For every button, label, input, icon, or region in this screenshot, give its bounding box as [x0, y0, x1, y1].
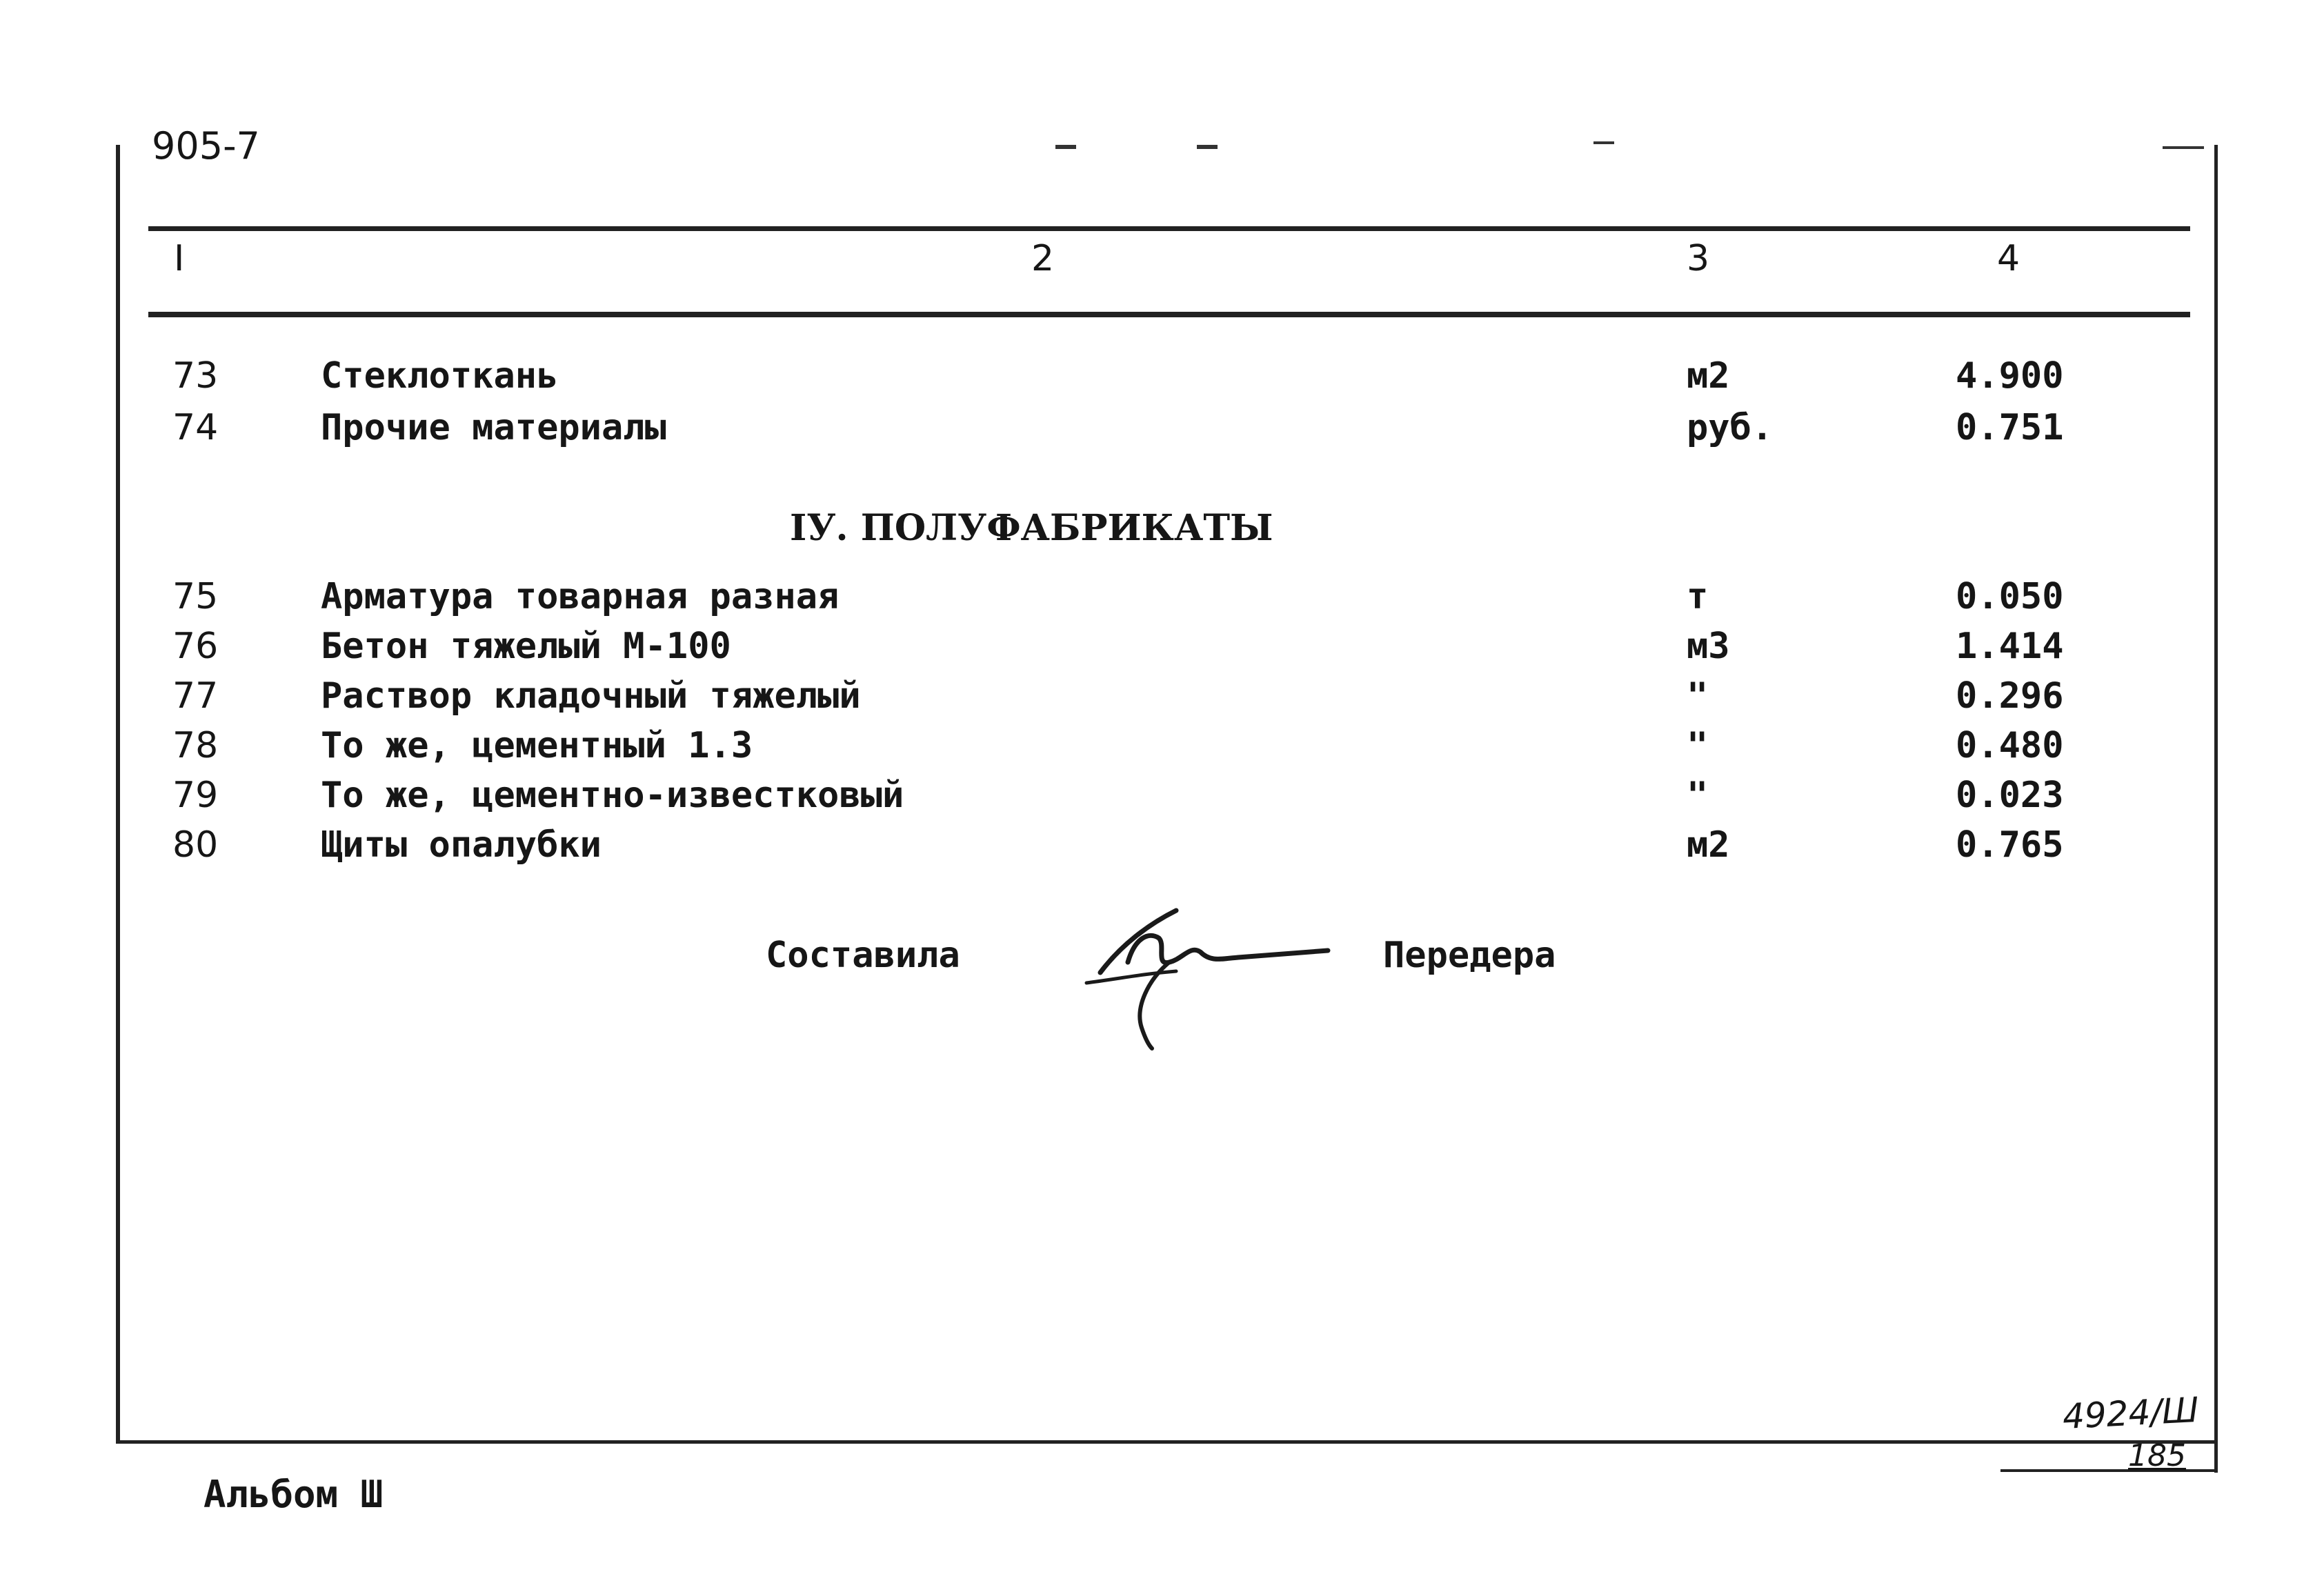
- row-name: Стеклоткань: [321, 355, 559, 397]
- table-row: [0, 355, 2324, 404]
- column-header-4: 4: [1997, 238, 2020, 279]
- row-unit: т: [1687, 576, 1709, 617]
- row-number: 78: [172, 725, 219, 766]
- column-header-1: I: [174, 238, 185, 279]
- album-label: Альбом Ш: [203, 1473, 384, 1516]
- table-row: [0, 824, 2324, 873]
- row-number: 75: [172, 576, 219, 617]
- row-unit: м2: [1687, 824, 1730, 866]
- top-dash: [1055, 145, 1076, 149]
- document-code: 905-7: [152, 124, 260, 168]
- row-number: 74: [172, 407, 219, 448]
- frame-bottom-border: [116, 1440, 2218, 1444]
- handwritten-signature: [1073, 897, 1335, 1058]
- row-name: Арматура товарная разная: [321, 576, 840, 617]
- archive-stamp: 4924/Ш: [2061, 1389, 2200, 1437]
- row-quantity: 0.296: [1956, 675, 2064, 717]
- row-quantity: 0.480: [1956, 725, 2064, 766]
- column-header-2: 2: [1031, 238, 1055, 279]
- row-unit: ": [1687, 675, 1709, 717]
- row-unit: ": [1687, 725, 1709, 766]
- table-row: [0, 576, 2324, 624]
- row-unit: м2: [1687, 355, 1730, 397]
- row-name: Прочие материалы: [321, 407, 666, 448]
- compiled-by-label: Составила: [766, 935, 960, 976]
- row-number: 76: [172, 626, 219, 667]
- compiler-name: Передера: [1383, 935, 1556, 976]
- row-number: 79: [172, 775, 219, 816]
- row-quantity: 0.023: [1956, 775, 2064, 816]
- row-number: 80: [172, 824, 219, 866]
- row-quantity: 0.050: [1956, 576, 2064, 617]
- row-quantity: 0.751: [1956, 407, 2064, 448]
- row-quantity: 0.765: [1956, 824, 2064, 866]
- top-dash: [2163, 146, 2204, 149]
- page-number: 185: [2128, 1438, 2186, 1473]
- row-unit: ": [1687, 775, 1709, 816]
- row-unit: руб.: [1687, 407, 1774, 448]
- section-title: IУ. ПОЛУФАБРИКАТЫ: [790, 507, 1273, 549]
- column-header-3: 3: [1687, 238, 1710, 279]
- row-name: То же, цементный 1.3: [321, 725, 753, 766]
- table-top-rule: [148, 226, 2190, 231]
- row-name: Раствор кладочный тяжелый: [321, 675, 861, 717]
- table-row: [0, 407, 2324, 455]
- row-name: То же, цементно-известковый: [321, 775, 904, 816]
- table-header-rule: [148, 312, 2190, 317]
- row-name: Щиты опалубки: [321, 824, 602, 866]
- row-unit: м3: [1687, 626, 1730, 667]
- row-name: Бетон тяжелый М-100: [321, 626, 731, 667]
- row-quantity: 4.900: [1956, 355, 2064, 397]
- table-row: [0, 775, 2324, 823]
- table-row: [0, 626, 2324, 674]
- table-row: [0, 675, 2324, 724]
- top-dash: [1197, 145, 1218, 149]
- row-number: 77: [172, 675, 219, 717]
- table-row: [0, 725, 2324, 773]
- top-dash: [1593, 141, 1614, 144]
- row-number: 73: [172, 355, 219, 397]
- row-quantity: 1.414: [1956, 626, 2064, 667]
